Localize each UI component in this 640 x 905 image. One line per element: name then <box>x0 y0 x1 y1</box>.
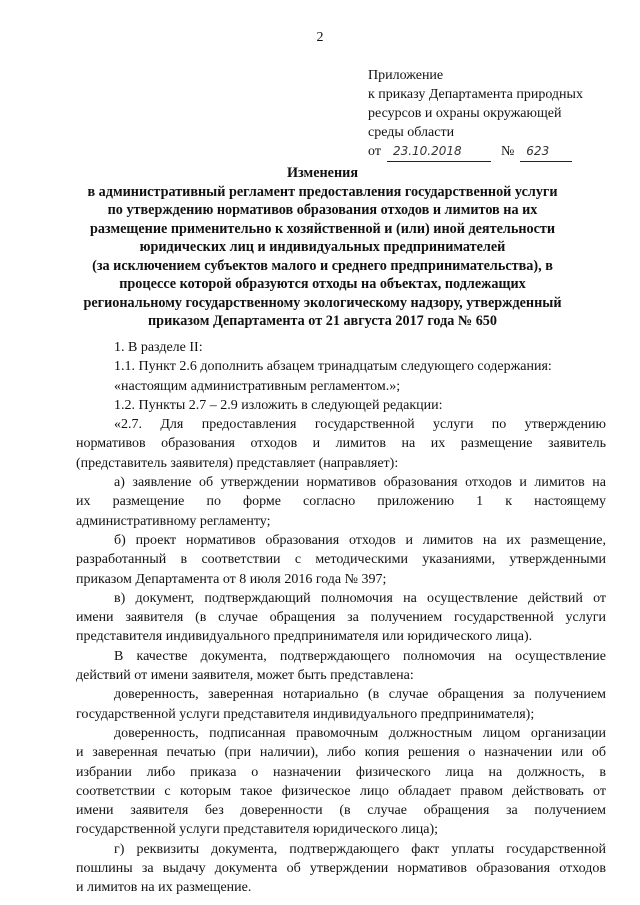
body-line: соответствии с которым такое физическое лицо обладает правом действовать от <box>76 783 606 799</box>
body-line: и лимитов на их размещение. <box>76 880 252 896</box>
body-line: имени заявителя без доверенности (в случае обращения за получением <box>76 803 606 819</box>
body-line: и заверенная печатью (при наличии), либо копия решения о назначении или об <box>76 745 606 761</box>
order-date-handwritten: 23.10.2018 <box>387 142 491 162</box>
body-line: 1.1. Пункт 2.6 дополнить абзацем тринадцатым следующего содержания: <box>114 359 552 375</box>
heading-line: приказом Департамента от 21 августа 2017 года № 650 <box>148 313 497 329</box>
order-reference <box>368 142 608 162</box>
body-line: избрании либо приказа о назначении физического лица на должность, в <box>76 764 606 780</box>
heading-title: Изменения <box>287 165 358 181</box>
order-number-sign: № <box>500 144 515 159</box>
body-line: государственной услуги представителя юридического лица); <box>76 822 439 838</box>
heading-line: региональному государственному экологическому надзору, утвержденный <box>83 294 562 311</box>
body-line: пошлины за выдачу документа об утверждении нормативов образования отходов <box>76 861 606 877</box>
heading-line: размещение применительно к хозяйственной и (или) иной деятельности <box>89 220 556 237</box>
appendix-line: к приказу Департамента природных <box>368 87 583 102</box>
order-prefix: от <box>368 144 381 159</box>
body-line: а) заявление об утверждении нормативов образования отходов и лимитов на <box>114 475 606 491</box>
body-line: г) реквизиты документа, подтверждающего факт уплаты государственной <box>114 841 606 857</box>
body-line: «2.7. Для предоставления государственной услуги по утверждению <box>114 417 606 433</box>
heading-line: процессе которой образуются отходы на объектах, подлежащих <box>119 276 526 292</box>
body-line: В качестве документа, подтверждающего полномочия на осуществление <box>114 648 606 664</box>
heading-line: в административный регламент предоставления государственной услуги <box>87 183 558 200</box>
body-line: административному регламенту; <box>76 513 271 529</box>
page-number: 2 <box>316 30 324 45</box>
body-line: доверенность, заверенная нотариально (в случае обращения за получением <box>114 687 606 703</box>
body-line: б) проект нормативов образования отходов и лимитов на их размещение, <box>114 532 606 548</box>
body-line: действий от имени заявителя, может быть представлена: <box>76 668 414 684</box>
body-line: «настоящим административным регламентом.»; <box>114 378 401 394</box>
heading-line: (за исключением субъектов малого и среднего предпринимательства), в <box>92 257 553 274</box>
body-line: приказом Департамента от 8 июля 2016 года № 397; <box>76 571 387 587</box>
body-line: имени заявителя (в случае обращения за получением государственной услуги <box>76 610 606 626</box>
body-line: государственной услуги представителя индивидуального предпринимателя); <box>76 706 535 722</box>
body-line: нормативов образования отходов и лимитов на их размещение заявитель <box>76 436 606 452</box>
heading-line: по утверждению нормативов образования отходов и лимитов на их <box>107 202 538 218</box>
body-line: разработанный в соответствии с методическими указаниями, утвержденными <box>76 552 606 568</box>
appendix-line: ресурсов и охраны окружающей <box>368 106 562 121</box>
document-heading <box>40 164 605 331</box>
body-line: 1. В разделе II: <box>114 340 203 355</box>
body-line: доверенность, подписанная правомочным должностным лицом организации <box>114 725 606 741</box>
body-line: представителя индивидуального предпринимателя или юридического лица). <box>76 629 533 645</box>
body-line: в) документ, подтверждающий полномочия на осуществление действий от <box>114 590 606 606</box>
body-line: их размещение по форме согласно приложению 1 к настоящему <box>76 494 606 510</box>
body-line: (представитель заявителя) представляет (направляет): <box>76 455 399 471</box>
appendix-block <box>368 66 608 162</box>
document-body <box>76 338 606 898</box>
order-number-handwritten: 623 <box>520 142 572 162</box>
appendix-line: Приложение <box>368 68 444 83</box>
heading-line: юридических лиц и индивидуальных предпринимателей <box>139 239 506 255</box>
appendix-line: среды области <box>368 125 455 140</box>
body-line: 1.2. Пункты 2.7 – 2.9 изложить в следующей редакции: <box>114 397 443 413</box>
